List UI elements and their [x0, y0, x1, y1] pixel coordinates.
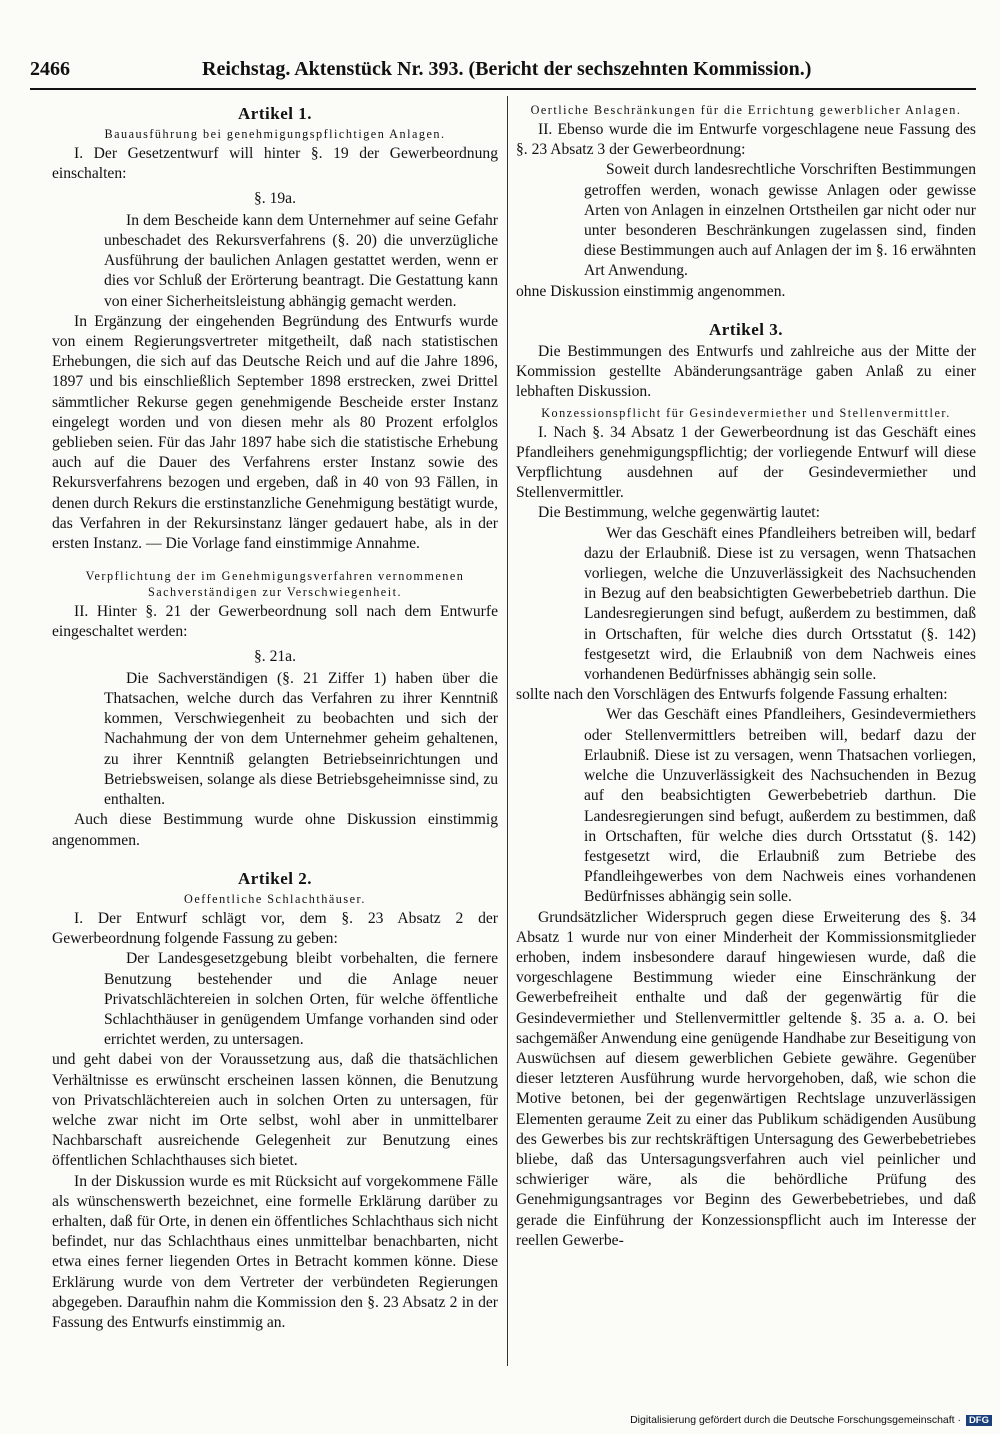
- right-paragraph-2: ohne Diskussion einstimmig angenommen.: [516, 282, 786, 300]
- section-19a-quote: [104, 211, 498, 312]
- header-rule: [30, 88, 976, 90]
- footer-text: Digitalisierung gefördert durch die Deutsche Forschungsgemeinschaft ·: [630, 1414, 962, 1426]
- article-1-paragraph-1: I. Der Gesetzentwurf will hinter §. 19 der Gewerbeordnung einschalten:: [52, 145, 498, 183]
- page-header: [30, 56, 990, 86]
- article-3-paragraph-4: sollte nach den Vorschlägen des Entwurfs folgende Fassung erhalten:: [516, 686, 948, 704]
- right-paragraph-1: II. Ebenso wurde die im Entwurfe vorgeschlagene neue Fassung des §. 23 Absatz 3 der Gewerbeordnung:: [516, 121, 976, 159]
- article-1-subheading-2: Verpflichtung der im Genehmigungsverfahren vernommenen Sachverständigen zur Verschwiegenheit.: [85, 569, 465, 600]
- article-2-heading: Artikel 2.: [238, 868, 312, 888]
- right-subheading-1: Oertliche Beschränkungen für die Errichtung gewerblicher Anlagen.: [530, 103, 962, 117]
- section-21a-quote: [104, 669, 498, 810]
- section-34-proposed-text: Wer das Geschäft eines Pfandleihers, Gesindevermiethers oder Stellenvermittlers betreiben will, bedarf dazu der Erlaubniß. Diese ist zu versagen, wenn Thatsachen vorliegen, welche die Unzuverlässigkeit des Nachsuchenden in Bezug auf den beabsichtigten Gewerbebetrieb darthun. Die Landesregierungen sind befugt, außerdem zu bestimmen, daß in Ortschaften, für welche dies durch Ortsstatut (§. 142) festgesetzt wird, die Erlaubniß zum Betriebe des Pfandleihgewerbes von dem Nachweis eines vorhandenen Bedürfnisses abhängig sein solle.: [584, 706, 976, 906]
- article-3-heading: Artikel 3.: [709, 319, 783, 339]
- article-3-paragraph-5: Grundsätzlicher Widerspruch gegen diese Erweiterung des §. 34 Absatz 1 wurde nur von einer Minderheit der Kommissionsmitglieder erhoben, indem insbesondere darauf hingewiesen wurde, daß die vorgeschlagene Bestimmung wieder eine Einschränkung der Gewerbefreiheit enthalte und daß der gegenwärtig für die Gesindevermiether und Stellenvermittler geltende §. 35 a. a. O. bei sachgemäßer Anwendung eine genügende Handhabe zur Beseitigung von Auswüchsen auf diesem gewerblichen Gebiete gewähre. Gegenüber dieser letzteren Ausführung wurde hervorgehoben, daß, wie schon die Motive betonen, bei der gegenwärtigen Rechtslage unzuverlässigen Elementen geraume Zeit zu einer das Publikum schädigenden Ausübung des Gewerbes bis zur rechtskräftigen Untersagung des Gewerbebetriebes bliebe, daß das Untersagungsverfahren auch viel peinlicher und schwieriger wäre, als die behördliche Prüfung des Genehmigungsantrages vor Beginn des Gewerbebetriebes, und daß gerade die Einführung der Konzessionspflicht auch im Interesse der reellen Gewerbe-: [516, 908, 976, 1249]
- article-2-paragraph-3: In der Diskussion wurde es mit Rücksicht auf vorgekommene Fälle als wünschenswerth bezeichnet, eine formelle Erklärung darüber zu erhalten, daß für Orte, in denen ein öffentliches Schlachthaus sich nicht befindet, nur das Schlachthaus eines unmittelbar benachbarten, nicht etwa eines ferner liegenden Ortes in Betracht kommen könne. Diese Erklärung wurde von dem Vertreter der verbündeten Regierungen abgegeben. Daraufhin nahm die Kommission den §. 23 Absatz 2 in der Fassung des Entwurfs einstimmig an.: [52, 1172, 498, 1331]
- page-number: 2466: [30, 58, 70, 80]
- article-1-paragraph-2: In Ergänzung der eingehenden Begründung des Entwurfs wurde von einem Regierungsvertreter mitgetheilt, daß nach statistischen Erhebungen, die sich auf das Deutsche Reich und auf die Jahre 1896, 1897 und bis einschließlich September 1898 erstrecken, zwei Drittel sämmtlicher Rekurse gegen genehmigende Bescheide erster Instanz eingelegt worden und von diesen mehr als 80 Prozent erfolglos geblieben seien. Für das Jahr 1897 habe sich die statistische Erhebung auch auf die Dauer des Verfahrens erster Instanz sowie des Rekursverfahrens bezogen und ergeben, daß in 40 von 93 Fällen, in denen durch Rekurs die erstinstanzliche Genehmigung bestätigt wurde, das Verfahren in der Rekursinstanz länger gedauert habe, als in der ersten Instanz. — Die Vorlage fand einstimmige Annahme.: [52, 312, 498, 553]
- article-1-paragraph-4: Auch diese Bestimmung wurde ohne Diskussion einstimmig angenommen.: [52, 811, 498, 849]
- digitization-credit: [630, 1414, 992, 1426]
- section-21a-label: §. 21a.: [253, 647, 296, 665]
- article-3-paragraph-3: Die Bestimmung, welche gegenwärtig lautet:: [538, 504, 820, 522]
- article-2-paragraph-1: I. Der Entwurf schlägt vor, dem §. 23 Absatz 2 der Gewerbeordnung folgende Fassung zu geben:: [52, 909, 498, 948]
- article-1-subheading: Bauausführung bei genehmigungspflichtigen Anlagen.: [104, 127, 446, 142]
- section-23-3-text: Soweit durch landesrechtliche Vorschriften Bestimmungen getroffen werden, wonach gewisse Anlagen oder gewisse Arten von Anlagen in einzelnen Ortstheilen gar nicht oder nur unter besonderen Beschränkungen zugelassen sind, finden diese Bestimmungen auch auf Anlagen der im §. 16 erwähnten Art Anwendung.: [584, 161, 976, 280]
- article-3-subheading: Konzessionspflicht für Gesindevermiether und Stellenvermittler.: [541, 405, 951, 420]
- article-2-quote-text: Der Landesgesetzgebung bleibt vorbehalten, die fernere Benutzung bestehender und die Anlage neuer Privatschlächtereien in solchen Orten, für welche öffentliche Schlachthäuser in genügendem Umfange vorhanden sind oder errichtet werden, zu untersagen.: [104, 950, 498, 1049]
- dfg-logo: DFG: [966, 1415, 992, 1426]
- article-3-paragraph-2: I. Nach §. 34 Absatz 1 der Gewerbeordnung ist das Geschäft eines Pfandleihers genehmigungspflichtig; der vorliegende Entwurf will diese Verpflichtung ausdehnen auf der Gesindevermiether und Stellenvermittler.: [516, 423, 976, 502]
- article-3-paragraph-1: Die Bestimmungen des Entwurfs und zahlreiche aus der Mitte der Kommission gestellte Abänderungsanträge gaben Anlaß zu einer lebhaften Diskussion.: [516, 343, 976, 401]
- article-1-heading: Artikel 1.: [238, 104, 312, 123]
- section-19a-label: §. 19a.: [253, 189, 296, 207]
- article-2-quote: [104, 949, 498, 1050]
- article-2-paragraph-2: und geht dabei von der Voraussetzung aus, daß die thatsächlichen Verhältnisse es erwünscht erscheinen lassen können, die Benutzung von Privatschlächtereien auch in solchen Orten zu untersagen, für welche zwar nicht im Orte selbst, wohl aber in unmittelbarer Nachbarschaft ausreichende Gelegenheit zur Benutzung eines öffentlichen Schlachthauses sich bietet.: [52, 1051, 498, 1170]
- section-21a-text: Die Sachverständigen (§. 21 Ziffer 1) haben über die Thatsachen, welche durch das Verfahren zu ihrer Kenntniß kommen, Verschwiegenheit zu beobachten und sich der Nachahmung der von dem Unternehmer geheim gehaltenen, zu ihrer Kenntniß gelangten Betriebseinrichtungen und Betriebsweisen, solange als diese Betriebsgeheimnisse sind, zu enthalten.: [104, 669, 498, 809]
- section-34-current-text: Wer das Geschäft eines Pfandleihers betreiben will, bedarf dazu der Erlaubniß. Diese ist zu versagen, wenn Thatsachen vorliegen, welche die Unzuverlässigkeit des Nachsuchenden in Bezug auf den beabsichtigten Gewerbebetrieb darthun. Die Landesregierungen sind befugt, außerdem zu bestimmen, daß in Ortschaften, für welche dies durch Ortsstatut (§. 142) festgesetzt wird, die Erlaubniß von dem Nachweis eines vorhandenen Bedürfnisses abhängig sein solle.: [584, 524, 976, 684]
- right-column: [516, 100, 976, 1251]
- section-34-proposed-quote: [584, 705, 976, 907]
- section-19a-text: In dem Bescheide kann dem Unternehmer auf seine Gefahr unbeschadet des Rekursverfahrens (§. 20) die unverzügliche Ausführung der baulichen Anlagen gestattet werden, wenn er dies vor Schluß der Erörterung beantragt. Die Gestattung kann von einer Sicherheitsleistung abhängig gemacht werden.: [104, 211, 498, 310]
- column-divider: [507, 96, 508, 1366]
- section-23-3-quote: [584, 160, 976, 281]
- section-34-current-quote: [584, 524, 976, 686]
- left-column: [52, 100, 498, 1333]
- running-title: Reichstag. Aktenstück Nr. 393. (Bericht der sechszehnten Kommission.): [202, 58, 812, 80]
- article-1-paragraph-3: II. Hinter §. 21 der Gewerbeordnung soll nach dem Entwurfe eingeschaltet werden:: [52, 603, 498, 641]
- article-2-subheading: Oeffentliche Schlachthäuser.: [184, 891, 366, 906]
